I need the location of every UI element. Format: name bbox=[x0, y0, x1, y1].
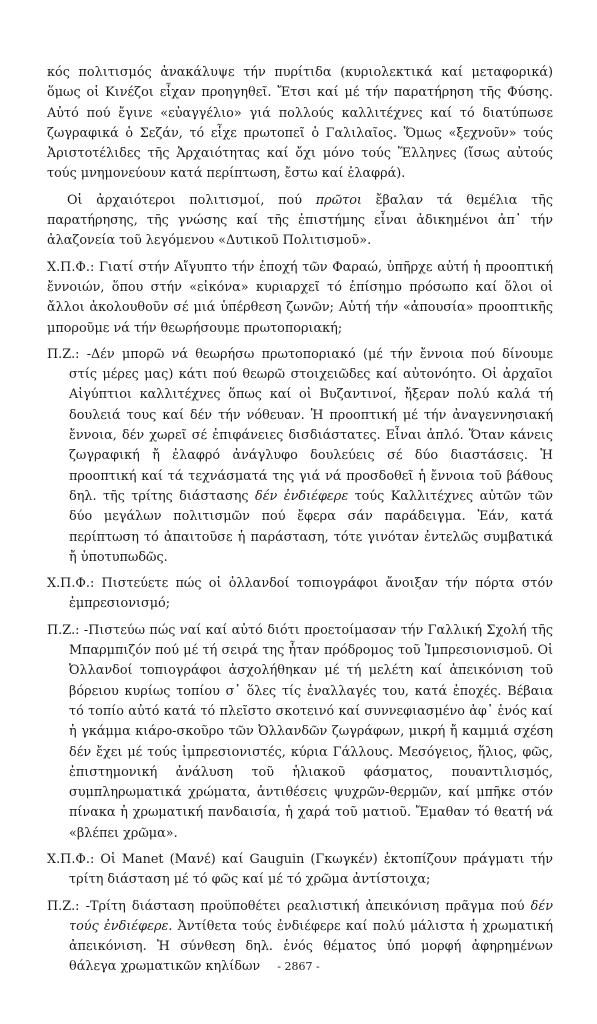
paragraph-1 bbox=[47, 63, 553, 185]
emphasis-text: πρῶτοι bbox=[315, 192, 362, 208]
paragraph-text: Χ.Π.Φ.: Οἱ Manet (Μανέ) καί Gauguin (Γκωγκέν) ἐκτοπίζουν πράγματι τήν τρίτη διάσταση μέ τό φῶς καί μέ τό χρῶμα ἀντίστοιχα; bbox=[47, 851, 553, 888]
paragraph-2 bbox=[47, 191, 553, 252]
paragraph-4 bbox=[47, 345, 553, 568]
paragraph-text: ἔβαλαν τά θεμέλια τῆς παρατήρησης, τῆς γνώσης καί τῆς ἐπιστήμης εἶναι ἀδικημένοι ἀπ᾽ τήν ἀλαζονεία τοῦ λεγόμενου «Δυτικοῦ Πολιτισμοῦ». bbox=[47, 192, 553, 249]
paragraph-text: κός πολιτισμός ἀνακάλυψε τήν πυρίτιδα (κυριολεκτικά καί μεταφορικά) ὅμως οἱ Κινέζοι εἶχαν προηγηθεῖ. Ἔτσι καί μέ τήν παρατήρηση τῆς Φύσης. Αὐτό πού ἔγινε «εὐαγγέλιο» γιά πολλούς καλλιτέχνες καί τό διατύπωσε ζωγραφικά ὁ Σεζάν, τό εἶχε πρωτοπεῖ ὁ Γαλιλαῖος. Ὅμως «ξεχνοῦν» τούς Ἀριστοτέλιδες τῆς Ἀρχαιότητας καί ὄχι μόνο τούς Ἕλληνες (ἴσως αὐτούς τούς μνημονεύουν κατά περίπτωση, ἔστω καί ἐλαφρά). bbox=[47, 65, 553, 182]
paragraph-text: Π.Ζ.: -Πιστεύω πώς ναί καί αὐτό διότι προετοίμασαν τήν Γαλλική Σχολή τῆς Μπαρμπιζόν πού μέ τή σειρά της ἦταν πρόδρομος τοῦ Ἰμπρεσιονισμοῦ. Οἱ Ὀλλανδοί τοπιογράφοι ἀσχολήθηκαν μέ τή μελέτη καί ἀπεικόνιση τοῦ βόρειου κυρίως τοπίου σ᾽ ὅλες τίς ἐναλλαγές του, κατά ἐποχές. Βέβαια τό τοπίο αὐτό κατά τό πλεῖστο σκοτεινό καί συννεφιασμένο ἀφ᾽ ἑνός καί ἡ γκάμμα κιάρο-σκοῦρο τῶν Ὀλλανδῶν ζωγράφων, μικρή ἤ καμμιά σχέση δέν ἔχει μέ τούς ἰμπρεσιονιστές, κύρια Γάλλους. Μεσόγειος, ἥλιος, φῶς, ἐπιστημονική ἀνάλυση τοῦ ἡλιακοῦ φάσματος, πουαντιλισμός, συμπληρωματικά χρώματα, ἀντιθέσεις ψυχρῶν-θερμῶν, καί μπῆκε στόν πίνακα ἡ χρωματική πανδαισία, ἡ χαρά τοῦ ματιοῦ. Ἔμαθαν τό θεατή νά «βλέπει χρῶμα». bbox=[47, 622, 553, 841]
paragraph-text: Χ.Π.Φ.: Γιατί στήν Αἴγυπτο τήν ἐποχή τῶν Φαραώ, ὑπῆρχε αὐτή ἡ προοπτική ἔννοιών, ὅπου στήν «εἰκόνα» κυριαρχεῖ τό ἐπίσημο πρόσωπο καί ὅλοι οἱ ἄλλοι ἀκολουθοῦν σέ μιά ὑπέρθεση ζωνῶν; Αὐτή τήν «ἀπουσία» προοπτικῆς μποροῦμε νά τήν θεωρήσουμε πρωτοποριακή; bbox=[47, 259, 553, 336]
paragraph-3 bbox=[47, 258, 553, 339]
paragraph-text: Οἱ ἀρχαιότεροι πολιτισμοί, πού bbox=[67, 192, 316, 208]
page-body bbox=[47, 63, 553, 984]
page-number: - 2867 - bbox=[277, 960, 320, 973]
paragraph-6 bbox=[47, 621, 553, 844]
paragraph-text: Π.Ζ.: -Δέν μπορῶ νά θεωρήσω πρωτοποριακό (μέ τήν ἔννοια πού δίνουμε στίς μέρες μας) κάτι πού θεωρῶ στοιχειῶδες καί αὐτονόητο. Οἱ ἀρχαῖοι Αἰγύπτιοι καλλιτέχνες ὅπως καί οἱ Βυζαντινοί, ἤξεραν πολύ καλά τή δουλειά τους καί δέν τήν νόθευαν. Ἡ προοπτική μέ τήν ἀναγεννησιακή ἔννοια, δέν χωρεῖ σέ ἐπιφάνειες δισδιάστατες. Εἶναι ἁπλό. Ὅταν κάνεις ζωγραφική ἤ ἐλαφρό ἀνάγλυφο δουλεύεις σέ δύο διαστάσεις. Ἡ προοπτική καί τά τεχνάσματά της γιά νά προσδοθεῖ ἡ ἔννοια τοῦ βάθους δηλ. τῆς τρίτης διάστασης bbox=[47, 346, 553, 504]
paragraph-text: Χ.Π.Φ.: Πιστεύετε πώς οἱ ὀλλανδοί τοπιογράφοι ἄνοιξαν τήν πόρτα στόν ἐμπρεσιονισμό; bbox=[47, 576, 553, 612]
emphasis-text: δέν τούς ἐνδιέφερε. bbox=[69, 898, 553, 934]
emphasis-text: δέν ἐνδιέφερε bbox=[254, 488, 349, 504]
paragraph-7 bbox=[47, 850, 553, 891]
paragraph-text: τούς Καλλιτέχνες αὐτῶν τῶν δύο μεγάλων πολιτισμῶν πού ἔφερα σάν παράδειγμα. Ἐάν, κατά περίπτωση τό ἀπαιτοῦσε ἡ παράσταση, τότε γινόταν ἐντελῶς συμβατικά ἤ ὑποτυπωδῶς. bbox=[69, 488, 553, 565]
paragraph-text: Π.Ζ.: -Τρίτη διάσταση προϋποθέτει ρεαλιστική ἀπεικόνιση πρᾶγμα πού bbox=[47, 898, 531, 914]
paragraph-text: Ἀντίθετα τούς ἐνδιέφερε καί πολύ μάλιστα ἡ χρωματική ἀπεικόνιση. Ἡ σύνθεση δηλ. ἑνός θέματος ὑπό μορφή ἀφηρημένων θάλεγα χρωματικῶν κηλίδων bbox=[69, 918, 553, 975]
paragraph-5 bbox=[47, 574, 553, 615]
